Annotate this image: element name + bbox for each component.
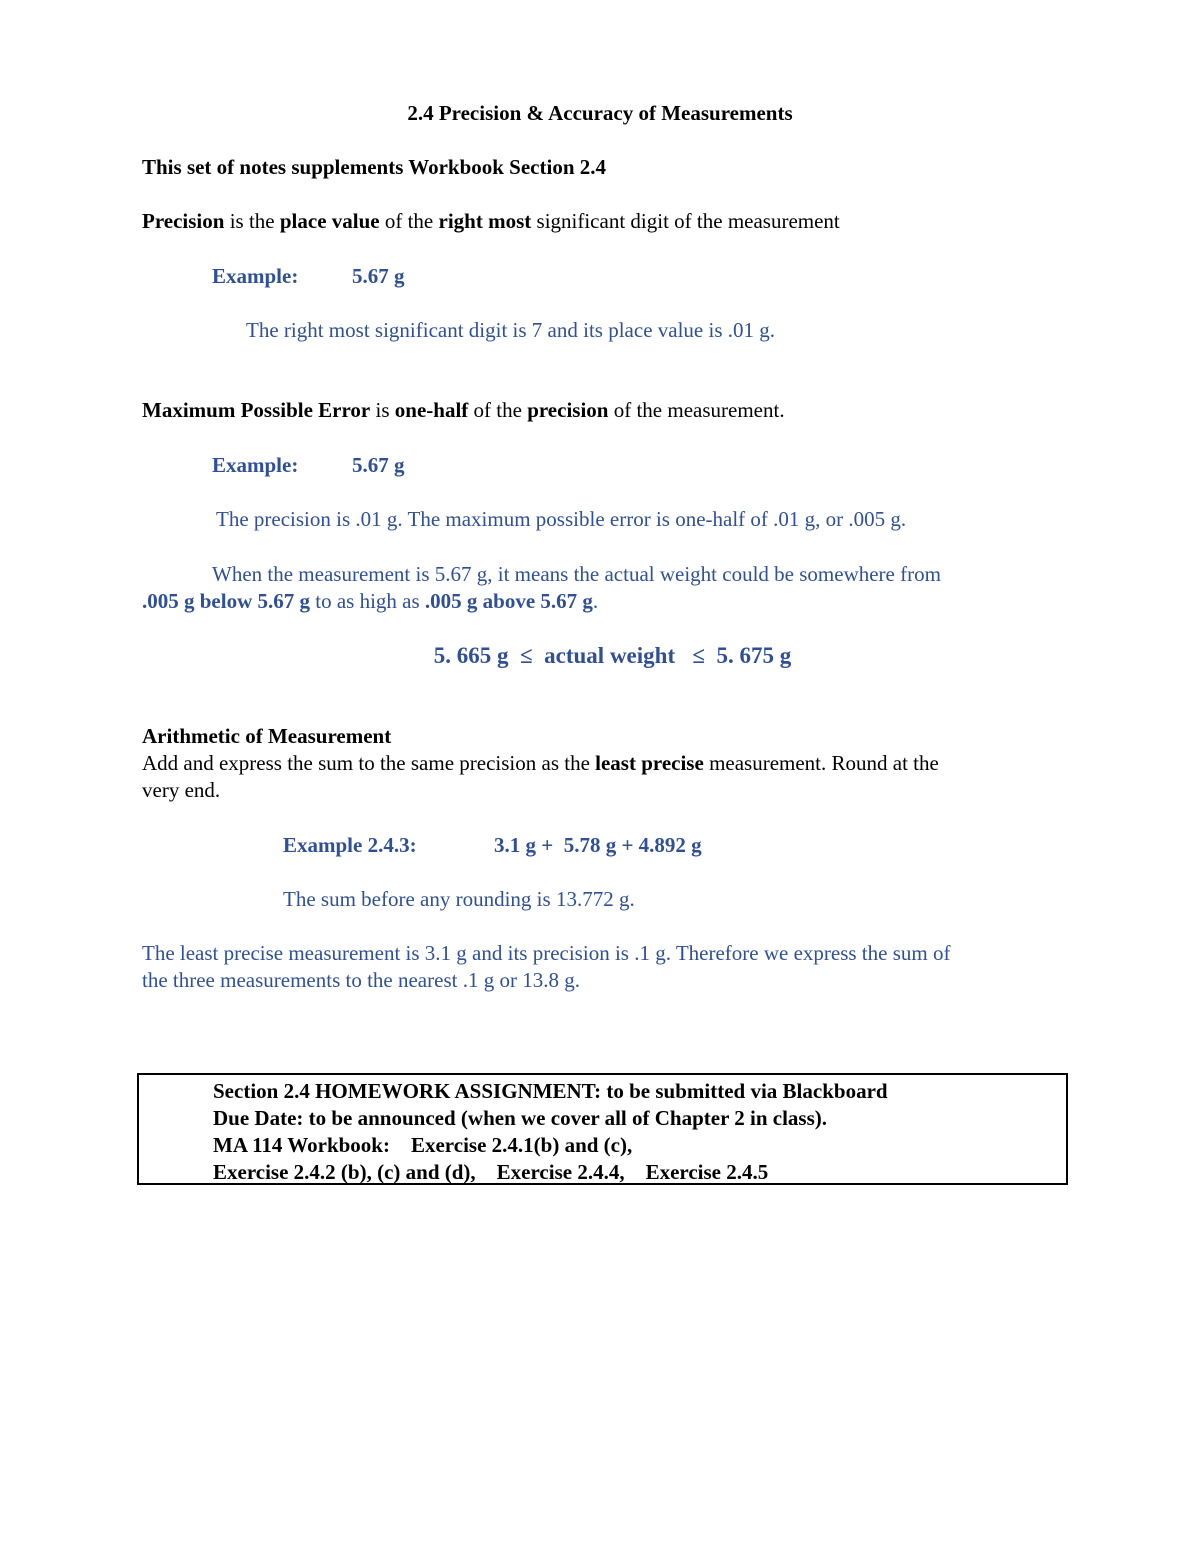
- precision-example-label: Example:: [212, 264, 299, 288]
- homework-line-2: Due Date: to be announced (when we cover all of Chapter 2 in class).: [213, 1106, 828, 1130]
- weight-inequality: 5. 665 g ≤ actual weight ≤ 5. 675 g: [433, 643, 792, 668]
- homework-line-4: Exercise 2.4.2 (b), (c) and (d), Exercise 2.4.4, Exercise 2.4.5: [213, 1160, 769, 1184]
- when-measurement-line: When the measurement is 5.67 g, it means the actual weight could be somewhere from: [212, 562, 941, 586]
- max-error-text-2: of the: [468, 398, 528, 422]
- range-connector: to as high as: [310, 589, 425, 613]
- below-range: .005 g below 5.67 g: [142, 589, 310, 613]
- one-half-term: one-half: [394, 398, 469, 422]
- precision-term: Precision: [142, 209, 225, 233]
- arithmetic-rule-line-2: very end.: [142, 778, 221, 802]
- arithmetic-example-label: Example 2.4.3:: [283, 833, 417, 857]
- precision-example-value: 5.67 g: [352, 264, 405, 288]
- precision-text-1: is the: [224, 209, 280, 233]
- range-period: .: [592, 589, 599, 613]
- above-range: .005 g above 5.67 g: [424, 589, 593, 613]
- max-error-definition: [142, 398, 785, 423]
- max-error-example-label: Example:: [212, 453, 299, 477]
- precision-explanation: The right most significant digit is 7 and its place value is .01 g.: [246, 318, 775, 342]
- arithmetic-heading: Arithmetic of Measurement: [142, 724, 392, 748]
- precision-text-2: of the: [379, 209, 439, 233]
- least-precise-term: least precise: [595, 751, 704, 775]
- arithmetic-example-value: 3.1 g + 5.78 g + 4.892 g: [494, 833, 702, 857]
- arithmetic-text-2: measurement. Round at the: [703, 751, 939, 775]
- homework-box: [137, 1073, 1068, 1185]
- sum-before-rounding: The sum before any rounding is 13.772 g.: [283, 887, 635, 911]
- max-error-text-3: of the measurement.: [608, 398, 785, 422]
- page-title: 2.4 Precision & Accuracy of Measurements: [407, 101, 793, 125]
- precision-text-3: significant digit of the measurement: [531, 209, 840, 233]
- arithmetic-rule-line-1: [142, 751, 939, 776]
- conclusion-line-1: The least precise measurement is 3.1 g and its precision is .1 g. Therefore we express the sum of: [142, 941, 951, 965]
- precision-definition: [142, 209, 840, 234]
- homework-line-1: Section 2.4 HOMEWORK ASSIGNMENT: to be submitted via Blackboard: [213, 1079, 888, 1103]
- precision-word: precision: [527, 398, 609, 422]
- place-value-term: place value: [279, 209, 380, 233]
- max-error-term: Maximum Possible Error: [142, 398, 371, 422]
- range-line: [142, 589, 598, 614]
- conclusion-line-2: the three measurements to the nearest .1 g or 13.8 g.: [142, 968, 580, 992]
- max-error-text-1: is: [370, 398, 395, 422]
- homework-line-3: MA 114 Workbook: Exercise 2.4.1(b) and (c),: [213, 1133, 633, 1157]
- subtitle: This set of notes supplements Workbook Section 2.4: [142, 155, 607, 179]
- arithmetic-text-1: Add and express the sum to the same precision as the: [142, 751, 596, 775]
- max-error-explanation: The precision is .01 g. The maximum possible error is one-half of .01 g, or .005 g.: [216, 507, 907, 531]
- max-error-example-value: 5.67 g: [352, 453, 405, 477]
- right-most-term: right most: [438, 209, 532, 233]
